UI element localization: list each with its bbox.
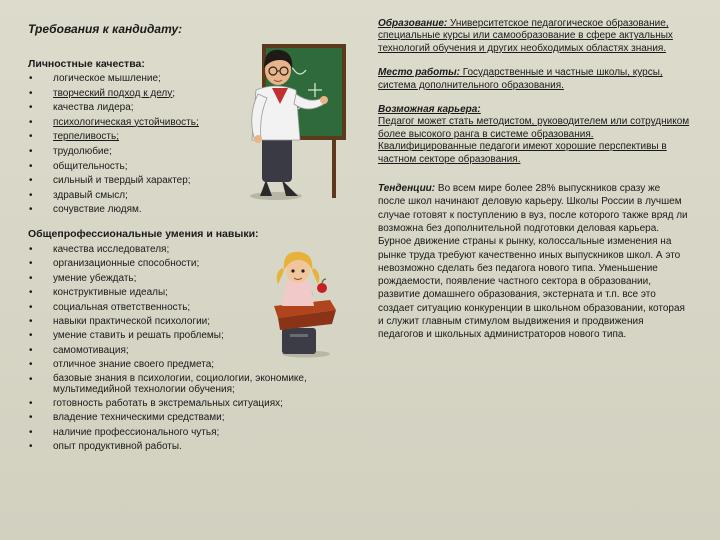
page-title: Требования к кандидату: — [28, 22, 183, 36]
list-item — [28, 373, 348, 397]
list-item-text: творческий подход к делу; — [53, 87, 176, 99]
teacher-chalkboard-illustration — [236, 40, 346, 200]
personal-qualities-heading: Личностные качества: — [28, 58, 145, 70]
education-label: Образование: — [378, 18, 448, 29]
list-item — [28, 440, 348, 454]
list-item-text: владение техническими средствами; — [53, 412, 225, 424]
list-item — [28, 411, 348, 425]
career-paragraph — [378, 104, 690, 166]
list-item-text: психологическая устойчивость; — [53, 116, 199, 128]
trends-label: Тенденции: — [378, 183, 436, 195]
career-label: Возможная карьера: — [378, 104, 481, 116]
list-item-text: здравый смысл; — [53, 189, 128, 201]
list-item-text: готовность работать в экстремальных ситуациях; — [53, 398, 283, 409]
list-item — [28, 358, 348, 372]
list-item-text: самомотивация; — [53, 344, 129, 356]
list-item-text: качества исследователя; — [53, 243, 170, 255]
education-text: Университетское педагогическое образование, специальные курсы или самообразование в сфере актуальных технологий обучения и других необходимых областях знания. — [378, 18, 673, 54]
list-item-text: терпеливость; — [53, 131, 119, 143]
student-at-desk-illustration — [268, 248, 344, 358]
trends-text: Во всем мире более 28% выпускников сразу же после школ начинают деловую карьеру. Школы России в лучшем случае готовят к поступлению в вуз, после которого также вряд ли возможна без дополнительной подготовки деловая карьера. Бурное движение страны к рынку, колоссальные изменения на рынке труда требуют качественно иных выпускников школ. А это невозможно сделать без педагога нового типа. Уменьшение рождаемости, появление частного сектора в образовании, развитие домашнего образования, экстерната и т.п. все это создает ситуацию конкуренции в школьном образовании, которая и служит главным стимулом выдвижения и продвижения педагогов и школьных администраторов нового типа. — [378, 183, 688, 341]
education-paragraph — [378, 18, 690, 55]
career-text: Педагог может стать методистом, руководителем или сотрудником более высокого ранга в системе образования. Квалифицированные педагоги имеют хорошие перспективы в частном секторе образования. — [378, 116, 690, 165]
workplace-text: Государственные и частные школы, курсы, система дополнительного образования. — [378, 67, 663, 91]
trends-paragraph — [378, 182, 690, 342]
list-item-text: социальная ответственность; — [53, 301, 191, 313]
list-item-text: сочувствие людям. — [53, 204, 142, 216]
list-item-text: наличие профессионального чутья; — [53, 426, 220, 438]
list-item — [28, 426, 348, 440]
list-item-text: общительность; — [53, 160, 128, 172]
list-item-text: организационные способности; — [53, 258, 200, 270]
list-item-text: конструктивные идеалы; — [53, 287, 168, 299]
skills-heading: Общепрофессиональные умения и навыки: — [28, 227, 259, 240]
right-column — [378, 18, 690, 354]
list-item-text: базовые знания в психологии, социологии, экономике, мультимедийной технологии обучения; — [53, 372, 307, 395]
list-item-text: отличное знание своего предмета; — [53, 359, 215, 371]
list-item-text: умение убеждать; — [53, 272, 137, 284]
list-item-text: трудолюбие; — [53, 145, 112, 157]
list-item-text: навыки практической психологии; — [53, 315, 211, 327]
list-item-text: опыт продуктивной работы. — [53, 441, 182, 453]
list-item-text: логическое мышление; — [53, 73, 161, 84]
workplace-paragraph — [378, 67, 690, 92]
workplace-label: Место работы: — [378, 67, 460, 79]
list-item-text: сильный и твердый характер; — [53, 175, 191, 187]
list-item-text: умение ставить и решать проблемы; — [53, 330, 224, 342]
list-item — [28, 397, 348, 411]
list-item-text: качества лидера; — [53, 102, 134, 114]
list-item — [28, 203, 348, 218]
